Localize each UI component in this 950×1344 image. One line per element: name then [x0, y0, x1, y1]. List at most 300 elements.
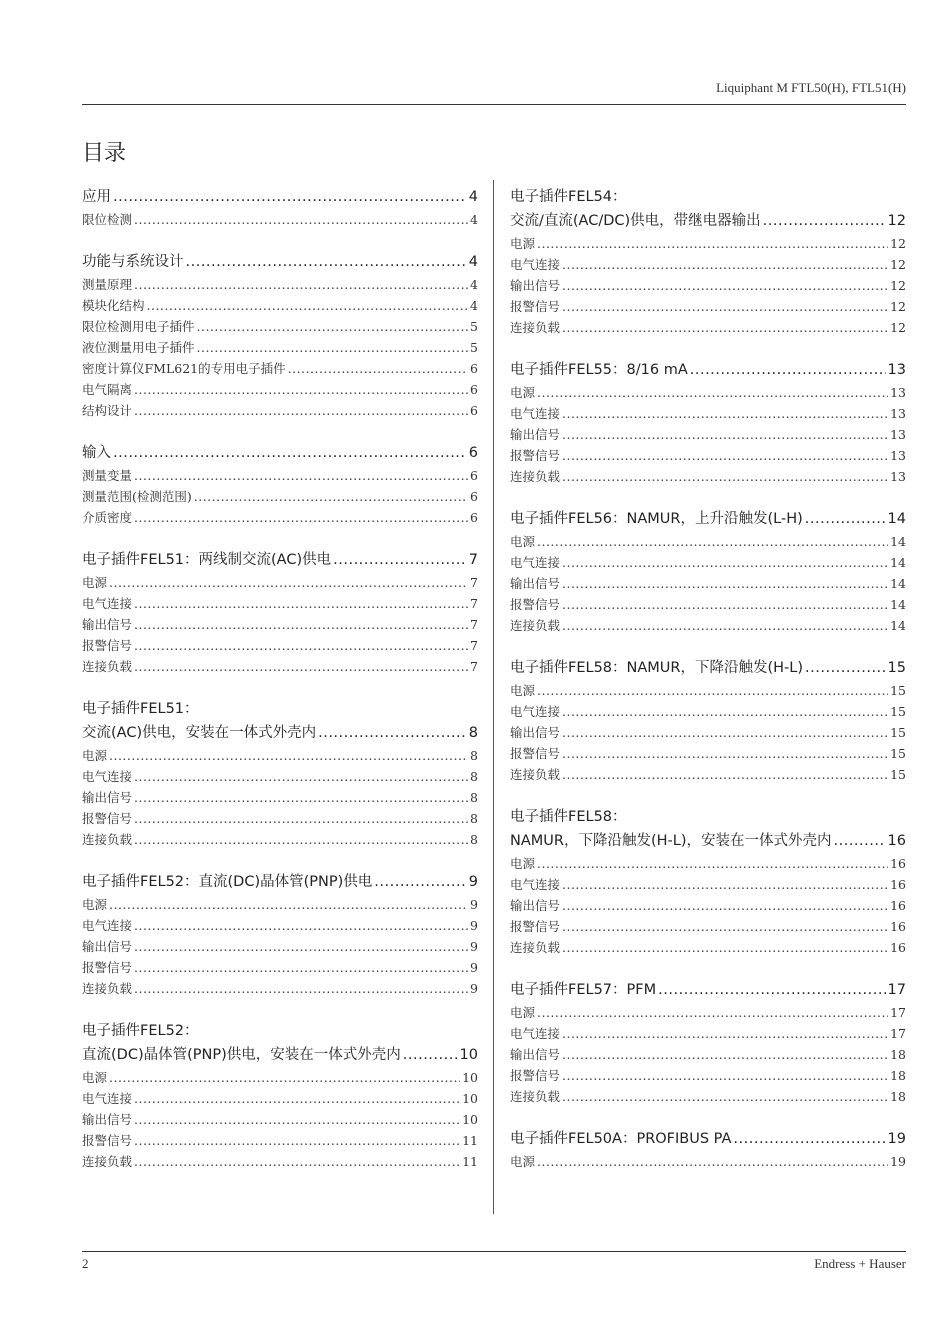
toc-entry-label: 报警信号 — [82, 960, 133, 975]
dot-leader — [288, 358, 468, 379]
toc-entry-label: 连接负载 — [510, 469, 561, 484]
dot-leader — [186, 250, 467, 274]
toc-entry-label: 电子插件FEL50A：PROFIBUS PA — [510, 1131, 732, 1147]
toc-entry-label: 报警信号 — [82, 1133, 133, 1148]
dot-leader — [562, 895, 888, 916]
toc-entry-page: 4 — [468, 189, 478, 205]
dot-leader — [197, 316, 469, 337]
dot-leader — [537, 382, 888, 403]
toc-entry[interactable] — [510, 1151, 906, 1172]
toc-entry-page: 12 — [890, 320, 906, 335]
dot-leader — [194, 486, 468, 507]
toc-entry[interactable] — [510, 254, 906, 275]
dot-leader — [562, 916, 888, 937]
toc-entry[interactable] — [510, 275, 906, 296]
toc-entry[interactable] — [510, 874, 906, 895]
dot-leader — [134, 507, 468, 528]
toc-entry-label: 电气连接 — [82, 918, 133, 933]
dot-leader — [113, 441, 467, 465]
dot-leader — [537, 233, 888, 254]
toc-entry[interactable] — [510, 1044, 906, 1065]
toc-entry-page: 7 — [470, 638, 478, 653]
toc-entry[interactable] — [510, 615, 906, 636]
toc-entry-page: 13 — [890, 406, 906, 421]
dot-leader — [537, 1002, 888, 1023]
dot-leader — [109, 572, 468, 593]
toc-entry-page: 6 — [468, 445, 478, 461]
toc-section-heading[interactable] — [82, 721, 478, 745]
toc-section-heading[interactable] — [510, 656, 906, 680]
toc-entry[interactable] — [82, 1151, 478, 1172]
toc-section-heading[interactable] — [82, 185, 478, 209]
dot-leader — [134, 1109, 460, 1130]
toc-entry-label: 密度计算仪FML621的专用电子插件 — [82, 361, 286, 376]
toc-entry-page: 10 — [462, 1091, 478, 1106]
toc-entry[interactable] — [510, 1023, 906, 1044]
dot-leader — [147, 295, 469, 316]
toc-entry-label: 电气连接 — [510, 704, 561, 719]
dot-leader — [805, 507, 886, 531]
toc-entry-label: 报警信号 — [510, 746, 561, 761]
dot-leader — [109, 894, 468, 915]
dot-leader — [134, 766, 468, 787]
toc-entry-page: 6 — [470, 489, 478, 504]
toc-entry[interactable] — [510, 296, 906, 317]
toc-entry[interactable] — [82, 209, 478, 230]
toc-entry-page: 9 — [470, 981, 478, 996]
toc-entry[interactable] — [82, 957, 478, 978]
dot-leader — [562, 764, 888, 785]
dot-leader — [134, 829, 468, 850]
toc-entry-label: 测量范围(检测范围) — [82, 489, 192, 504]
toc-entry[interactable] — [82, 274, 478, 295]
toc-entry-page: 14 — [890, 597, 906, 612]
toc-section-heading[interactable] — [510, 829, 906, 853]
toc-section-heading[interactable] — [510, 209, 906, 233]
toc-entry[interactable] — [82, 1109, 478, 1130]
toc-entry-page: 8 — [468, 725, 478, 741]
dot-leader — [134, 209, 468, 230]
toc-entry-label: 报警信号 — [510, 1068, 561, 1083]
toc-entry-page: 16 — [890, 898, 906, 913]
toc-entry[interactable] — [82, 1088, 478, 1109]
toc-entry-page: 15 — [887, 660, 906, 676]
dot-leader — [134, 936, 468, 957]
toc-entry-label: 应用 — [82, 189, 111, 205]
dot-leader — [134, 808, 468, 829]
dot-leader — [562, 874, 888, 895]
toc-section — [510, 656, 906, 785]
dot-leader — [537, 680, 888, 701]
toc-entry-page: 14 — [890, 534, 906, 549]
toc-entry-label: 报警信号 — [510, 448, 561, 463]
dot-leader — [562, 1044, 888, 1065]
dot-leader — [134, 957, 468, 978]
toc-section — [510, 1127, 906, 1172]
footer-rule — [82, 1251, 906, 1252]
dot-leader — [562, 552, 888, 573]
dot-leader — [134, 274, 468, 295]
toc-entry[interactable] — [82, 787, 478, 808]
toc-entry-page: 12 — [890, 299, 906, 314]
toc-entry-page: 4 — [470, 212, 478, 227]
toc-entry[interactable] — [82, 1130, 478, 1151]
dot-leader — [562, 275, 888, 296]
toc-entry[interactable] — [510, 680, 906, 701]
toc-section-heading[interactable] — [510, 358, 906, 382]
toc-entry-page: 8 — [470, 790, 478, 805]
toc-entry-page: 9 — [470, 918, 478, 933]
dot-leader — [374, 870, 466, 894]
toc-section — [82, 250, 478, 421]
toc-entry-label: 报警信号 — [510, 299, 561, 314]
toc-entry-label: 电源 — [510, 236, 536, 251]
dot-leader — [537, 531, 888, 552]
toc-entry-label: 输出信号 — [510, 898, 561, 913]
dot-leader — [134, 379, 468, 400]
dot-leader — [109, 745, 468, 766]
toc-section — [510, 805, 906, 958]
toc-entry-page: 6 — [470, 403, 478, 418]
toc-entry[interactable] — [510, 764, 906, 785]
toc-section-heading-line: 电子插件FEL51： — [82, 701, 199, 717]
toc-entry-page: 15 — [890, 725, 906, 740]
toc-entry[interactable] — [82, 337, 478, 358]
toc-entry-page: 6 — [470, 382, 478, 397]
dot-leader — [562, 937, 888, 958]
toc-entry-label: 测量原理 — [82, 277, 133, 292]
toc-entry-page: 13 — [887, 362, 906, 378]
toc-entry-page: 19 — [887, 1131, 906, 1147]
toc-section — [82, 441, 478, 528]
toc-section-heading[interactable] — [510, 978, 906, 1002]
toc-section — [510, 185, 906, 338]
toc-section — [510, 507, 906, 636]
toc-entry-page: 7 — [468, 552, 478, 568]
dot-leader — [537, 853, 888, 874]
dot-leader — [562, 594, 888, 615]
dot-leader — [562, 296, 888, 317]
dot-leader — [134, 593, 468, 614]
toc-entry-label: 交流(AC)供电，安装在一体式外壳内 — [82, 725, 317, 741]
dot-leader — [562, 701, 888, 722]
toc-entry[interactable] — [510, 382, 906, 403]
toc-entry-page: 18 — [890, 1089, 906, 1104]
toc-entry-label: 输入 — [82, 445, 111, 461]
toc-entry-page: 14 — [890, 576, 906, 591]
toc-entry-page: 13 — [890, 469, 906, 484]
toc-entry[interactable] — [510, 466, 906, 487]
toc-entry-label: 输出信号 — [510, 427, 561, 442]
toc-entry[interactable] — [82, 614, 478, 635]
toc-entry[interactable] — [82, 316, 478, 337]
toc-entry-page: 15 — [890, 683, 906, 698]
toc-entry[interactable] — [82, 635, 478, 656]
toc-entry[interactable] — [82, 507, 478, 528]
dot-leader — [733, 1127, 885, 1151]
toc-entry-label: 输出信号 — [82, 939, 133, 954]
toc-entry-label: 连接负载 — [82, 981, 133, 996]
header-rule — [82, 104, 906, 105]
toc-entry-page: 16 — [887, 833, 906, 849]
toc-entry-label: 连接负载 — [82, 1154, 133, 1169]
dot-leader — [834, 829, 886, 853]
toc-entry-page: 5 — [470, 319, 478, 334]
toc-entry-label: 连接负载 — [510, 940, 561, 955]
dot-leader — [562, 1086, 888, 1107]
toc-entry-label: 测量变量 — [82, 468, 133, 483]
toc-entry[interactable] — [510, 531, 906, 552]
toc-entry-label: 输出信号 — [82, 790, 133, 805]
toc-entry-page: 15 — [890, 746, 906, 761]
toc-entry[interactable] — [510, 1086, 906, 1107]
toc-entry-label: NAMUR，下降沿触发(H-L)，安装在一体式外壳内 — [510, 833, 832, 849]
dot-leader — [763, 209, 886, 233]
toc-entry[interactable] — [82, 656, 478, 677]
dot-leader — [134, 400, 468, 421]
toc-right-column — [510, 185, 906, 1192]
dot-leader — [197, 337, 469, 358]
toc-entry-page: 16 — [890, 940, 906, 955]
dot-leader — [134, 787, 468, 808]
toc-entry[interactable] — [510, 317, 906, 338]
dot-leader — [134, 1151, 460, 1172]
toc-entry-label: 电气连接 — [510, 257, 561, 272]
toc-entry-label: 介质密度 — [82, 510, 133, 525]
toc-entry-page: 4 — [470, 298, 478, 313]
toc-section-heading[interactable] — [82, 548, 478, 572]
toc-entry[interactable] — [510, 552, 906, 573]
toc-entry-label: 电源 — [510, 1005, 536, 1020]
toc-entry-label: 结构设计 — [82, 403, 133, 418]
toc-entry-label: 电源 — [82, 1070, 108, 1085]
toc-entry[interactable] — [82, 295, 478, 316]
toc-section-heading[interactable] — [82, 1043, 478, 1067]
toc-entry-label: 报警信号 — [510, 597, 561, 612]
toc-entry[interactable] — [510, 233, 906, 254]
toc-section — [510, 358, 906, 487]
toc-entry-page: 17 — [887, 982, 906, 998]
dot-leader — [113, 185, 467, 209]
dot-leader — [562, 424, 888, 445]
dot-leader — [134, 915, 468, 936]
dot-leader — [134, 978, 468, 999]
toc-entry-page: 13 — [890, 448, 906, 463]
toc-section-heading[interactable] — [82, 441, 478, 465]
toc-entry-page: 10 — [462, 1112, 478, 1127]
toc-entry-label: 电源 — [510, 385, 536, 400]
toc-entry-label: 液位测量用电子插件 — [82, 340, 195, 355]
toc-entry-page: 14 — [890, 618, 906, 633]
toc-entry[interactable] — [510, 1065, 906, 1086]
toc-entry-page: 13 — [890, 427, 906, 442]
toc-entry-label: 电源 — [510, 534, 536, 549]
toc-entry[interactable] — [82, 894, 478, 915]
toc-entry-page: 7 — [470, 575, 478, 590]
toc-section-heading-line: 电子插件FEL58： — [510, 809, 627, 825]
toc-entry-page: 10 — [462, 1070, 478, 1085]
toc-entry-page: 18 — [890, 1047, 906, 1062]
dot-leader — [562, 466, 888, 487]
toc-entry-label: 连接负载 — [82, 832, 133, 847]
toc-entry-page: 6 — [470, 361, 478, 376]
toc-section-heading[interactable] — [82, 250, 478, 274]
toc-entry-page: 12 — [890, 257, 906, 272]
toc-entry-label: 电气连接 — [82, 1091, 133, 1106]
toc-entry-label: 电气连接 — [82, 769, 133, 784]
toc-entry[interactable] — [510, 895, 906, 916]
dot-leader — [562, 573, 888, 594]
toc-entry-page: 6 — [470, 468, 478, 483]
toc-entry-label: 限位检测 — [82, 212, 133, 227]
toc-section — [510, 978, 906, 1107]
column-separator — [493, 180, 494, 1214]
toc-entry-label: 电源 — [510, 1154, 536, 1169]
toc-section — [82, 185, 478, 230]
toc-entry-label: 报警信号 — [82, 638, 133, 653]
toc-entry[interactable] — [82, 400, 478, 421]
toc-section-heading-line: 电子插件FEL54： — [510, 189, 627, 205]
toc-entry[interactable] — [82, 486, 478, 507]
toc-entry-label: 电子插件FEL56：NAMUR，上升沿触发(L-H) — [510, 511, 803, 527]
toc-entry-label: 输出信号 — [82, 1112, 133, 1127]
toc-title: 目录 — [82, 141, 127, 166]
toc-entry-label: 电源 — [510, 856, 536, 871]
toc-entry[interactable] — [82, 808, 478, 829]
toc-entry[interactable] — [510, 424, 906, 445]
toc-entry[interactable] — [82, 465, 478, 486]
toc-entry[interactable] — [82, 978, 478, 999]
toc-entry-label: 电子插件FEL57：PFM — [510, 982, 657, 998]
toc-entry-page: 7 — [470, 617, 478, 632]
toc-entry-page: 7 — [470, 659, 478, 674]
dot-leader — [109, 1067, 460, 1088]
toc-entry[interactable] — [510, 937, 906, 958]
toc-section-heading[interactable] — [82, 870, 478, 894]
toc-entry[interactable] — [510, 445, 906, 466]
toc-entry[interactable] — [82, 572, 478, 593]
dot-leader — [333, 548, 467, 572]
dot-leader — [134, 614, 468, 635]
toc-entry-page: 13 — [890, 385, 906, 400]
toc-entry-label: 电源 — [82, 575, 108, 590]
dot-leader — [562, 254, 888, 275]
toc-entry-label: 电气连接 — [510, 877, 561, 892]
toc-entry-page: 12 — [890, 278, 906, 293]
dot-leader — [537, 1151, 888, 1172]
dot-leader — [690, 358, 886, 382]
toc-entry-label: 报警信号 — [82, 811, 133, 826]
dot-leader — [134, 1130, 460, 1151]
toc-entry-page: 6 — [470, 510, 478, 525]
toc-entry-page: 9 — [470, 897, 478, 912]
toc-entry[interactable] — [510, 701, 906, 722]
toc-section-heading[interactable] — [510, 507, 906, 531]
dot-leader — [562, 403, 888, 424]
toc-entry-label: 电气连接 — [510, 406, 561, 421]
toc-entry-label: 电子插件FEL55：8/16 mA — [510, 362, 688, 378]
toc-entry-label: 连接负载 — [82, 659, 133, 674]
toc-entry[interactable] — [82, 1067, 478, 1088]
toc-section — [82, 870, 478, 999]
toc-entry-label: 电子插件FEL51：两线制交流(AC)供电 — [82, 552, 332, 568]
toc-entry-label: 限位检测用电子插件 — [82, 319, 195, 334]
toc-entry-label: 连接负载 — [510, 1089, 561, 1104]
dot-leader — [403, 1043, 458, 1067]
toc-entry[interactable] — [510, 853, 906, 874]
toc-entry[interactable] — [510, 743, 906, 764]
toc-entry[interactable] — [82, 766, 478, 787]
toc-entry-label: 电气连接 — [510, 1026, 561, 1041]
toc-entry-page: 17 — [890, 1026, 906, 1041]
toc-entry-label: 电气连接 — [510, 555, 561, 570]
toc-entry[interactable] — [82, 936, 478, 957]
toc-entry-label: 输出信号 — [510, 576, 561, 591]
toc-entry-label: 电子插件FEL52：直流(DC)晶体管(PNP)供电 — [82, 874, 373, 890]
toc-entry-label: 交流/直流(AC/DC)供电，带继电器输出 — [510, 213, 761, 229]
toc-entry[interactable] — [510, 594, 906, 615]
toc-section — [82, 1019, 478, 1172]
dot-leader — [805, 656, 886, 680]
toc-entry-label: 输出信号 — [82, 617, 133, 632]
toc-entry-page: 14 — [887, 511, 906, 527]
dot-leader — [562, 722, 888, 743]
toc-section-heading[interactable] — [510, 1127, 906, 1151]
toc-entry-page: 15 — [890, 767, 906, 782]
toc-entry-label: 电源 — [82, 897, 108, 912]
toc-entry-label: 连接负载 — [510, 767, 561, 782]
dot-leader — [562, 445, 888, 466]
toc-entry-page: 14 — [890, 555, 906, 570]
toc-entry-page: 5 — [470, 340, 478, 355]
toc-entry-page: 16 — [890, 919, 906, 934]
footer-brand: Endress + Hauser — [814, 1256, 906, 1271]
toc-entry[interactable] — [82, 358, 478, 379]
toc-entry-page: 8 — [470, 748, 478, 763]
dot-leader — [658, 978, 885, 1002]
toc-entry-page: 16 — [890, 877, 906, 892]
toc-entry[interactable] — [510, 403, 906, 424]
toc-entry[interactable] — [82, 745, 478, 766]
toc-entry-label: 电源 — [510, 683, 536, 698]
toc-entry-page: 12 — [890, 236, 906, 251]
dot-leader — [562, 615, 888, 636]
toc-entry-label: 连接负载 — [510, 320, 561, 335]
toc-entry[interactable] — [510, 722, 906, 743]
toc-entry[interactable] — [510, 1002, 906, 1023]
toc-entry[interactable] — [82, 829, 478, 850]
toc-entry[interactable] — [82, 915, 478, 936]
toc-entry-page: 7 — [470, 596, 478, 611]
toc-section-heading-line: 电子插件FEL52： — [82, 1023, 199, 1039]
toc-entry-page: 8 — [470, 811, 478, 826]
toc-entry-label: 输出信号 — [510, 725, 561, 740]
toc-entry-page: 16 — [890, 856, 906, 871]
toc-entry[interactable] — [510, 916, 906, 937]
toc-entry-page: 10 — [459, 1047, 478, 1063]
dot-leader — [134, 656, 468, 677]
toc-entry-label: 输出信号 — [510, 278, 561, 293]
toc-entry[interactable] — [510, 573, 906, 594]
toc-entry[interactable] — [82, 593, 478, 614]
dot-leader — [134, 1088, 460, 1109]
dot-leader — [562, 743, 888, 764]
toc-section — [82, 697, 478, 850]
toc-entry-page: 4 — [468, 254, 478, 270]
toc-entry-page: 17 — [890, 1005, 906, 1020]
page-number: 2 — [82, 1256, 89, 1271]
toc-entry[interactable] — [82, 379, 478, 400]
